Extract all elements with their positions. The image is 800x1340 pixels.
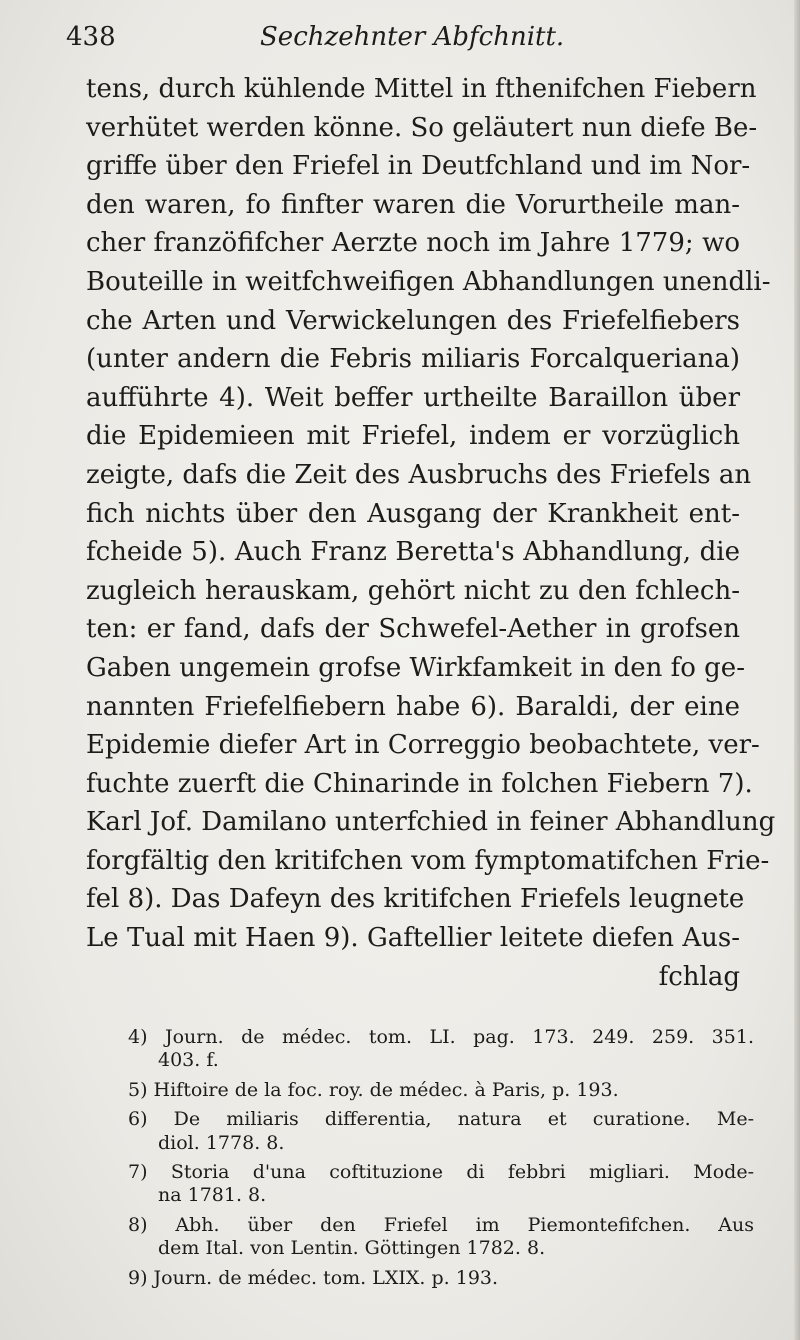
text-line: griffe über den Friefel in Deutfchland und im Nor- [86,151,751,182]
footnote-9 [128,1267,754,1290]
text-line: den waren, fo finfter waren die Vorurtheile man- [86,189,740,220]
text-line: Gaben ungemein grofse Wirkfamkeit in den fo ge- [86,652,745,683]
text-line: fich nichts über den Ausgang der Krankheit ent- [86,498,740,529]
footnote-line: diol. 1778. 8. [158,1131,285,1154]
text-line: Le Tual mit Haen 9). Gaftellier leitete diefen Aus- [86,923,740,954]
footnotes [128,1026,754,1296]
text-line: cher franzöfifcher Aerzte noch im Jahre 1779; wo [86,228,740,259]
text-line: nannten Friefelfiebern habe 6). Baraldi, der eine [86,691,740,722]
text-line: aufführte 4). Weit beffer urtheilte Baraillon über [86,382,740,413]
page-header [66,14,726,58]
footnote-line: 6) De miliaris differentia, natura et curatione. Me- [128,1108,754,1131]
running-head: Sechzehnter Abfchnitt. [260,22,565,52]
text-line: che Arten und Verwickelungen des Friefelfiebers [86,305,740,336]
footnote-line: dem Ital. von Lentin. Göttingen 1782. 8. [158,1237,546,1260]
text-line: zeigte, dafs die Zeit des Ausbruchs des Friefels an [86,459,752,490]
footnote-line: 403. f. [158,1049,219,1072]
footnote-8 [128,1214,754,1261]
text-line: ten: er fand, dafs der Schwefel-Aether in grofsen [86,614,740,645]
catchword: fchlag [658,961,740,992]
footnote-line: 4) Journ. de médec. tom. LI. pag. 173. 249. 259. 351. [128,1026,754,1048]
text-line: Bouteille in weitfchweifigen Abhandlungen unendli- [86,266,771,297]
footnote-line: 8) Abh. über den Friefel im Piemontefifchen. Aus [128,1213,754,1236]
text-line: die Epidemieen mit Friefel, indem er vorzüglich [86,421,740,452]
footnote-7 [128,1161,754,1208]
footnote-line: 7) Storia d'una coftituzione di febbri migliari. Mode- [128,1160,754,1183]
text-line: zugleich herauskam, gehört nicht zu den fchlech- [86,575,740,606]
page-edge [794,0,800,1340]
footnote-line: 9) Journ. de médec. tom. LXIX. p. 193. [128,1266,499,1289]
text-line: fuchte zuerft die Chinarinde in folchen Fiebern 7). [86,768,753,799]
footnote-line: 5) Hiftoire de la foc. roy. de médec. à Paris, p. 193. [128,1078,619,1101]
body-text [86,70,776,996]
page-number: 438 [66,22,116,52]
footnote-5 [128,1079,754,1102]
footnote-6 [128,1108,754,1155]
text-line: Epidemie diefer Art in Correggio beobachtete, ver- [86,730,760,761]
footnote-4 [128,1026,754,1073]
text-line: verhütet werden könne. So geläutert nun diefe Be- [86,112,758,143]
text-line: forgfältig den kritifchen vom fymptomatifchen Frie- [86,845,770,876]
text-line: fcheide 5). Auch Franz Beretta's Abhandlung, die [86,537,740,568]
footnote-line: na 1781. 8. [158,1184,267,1207]
text-line: fel 8). Das Dafeyn des kritifchen Friefels leugnete [86,884,745,915]
text-line: Karl Jof. Damilano unterfchied in feiner Abhandlung [86,807,776,838]
text-line: (unter andern die Febris miliaris Forcalqueriana) [86,344,740,375]
text-line: tens, durch kühlende Mittel in fthenifchen Fiebern [86,74,757,104]
